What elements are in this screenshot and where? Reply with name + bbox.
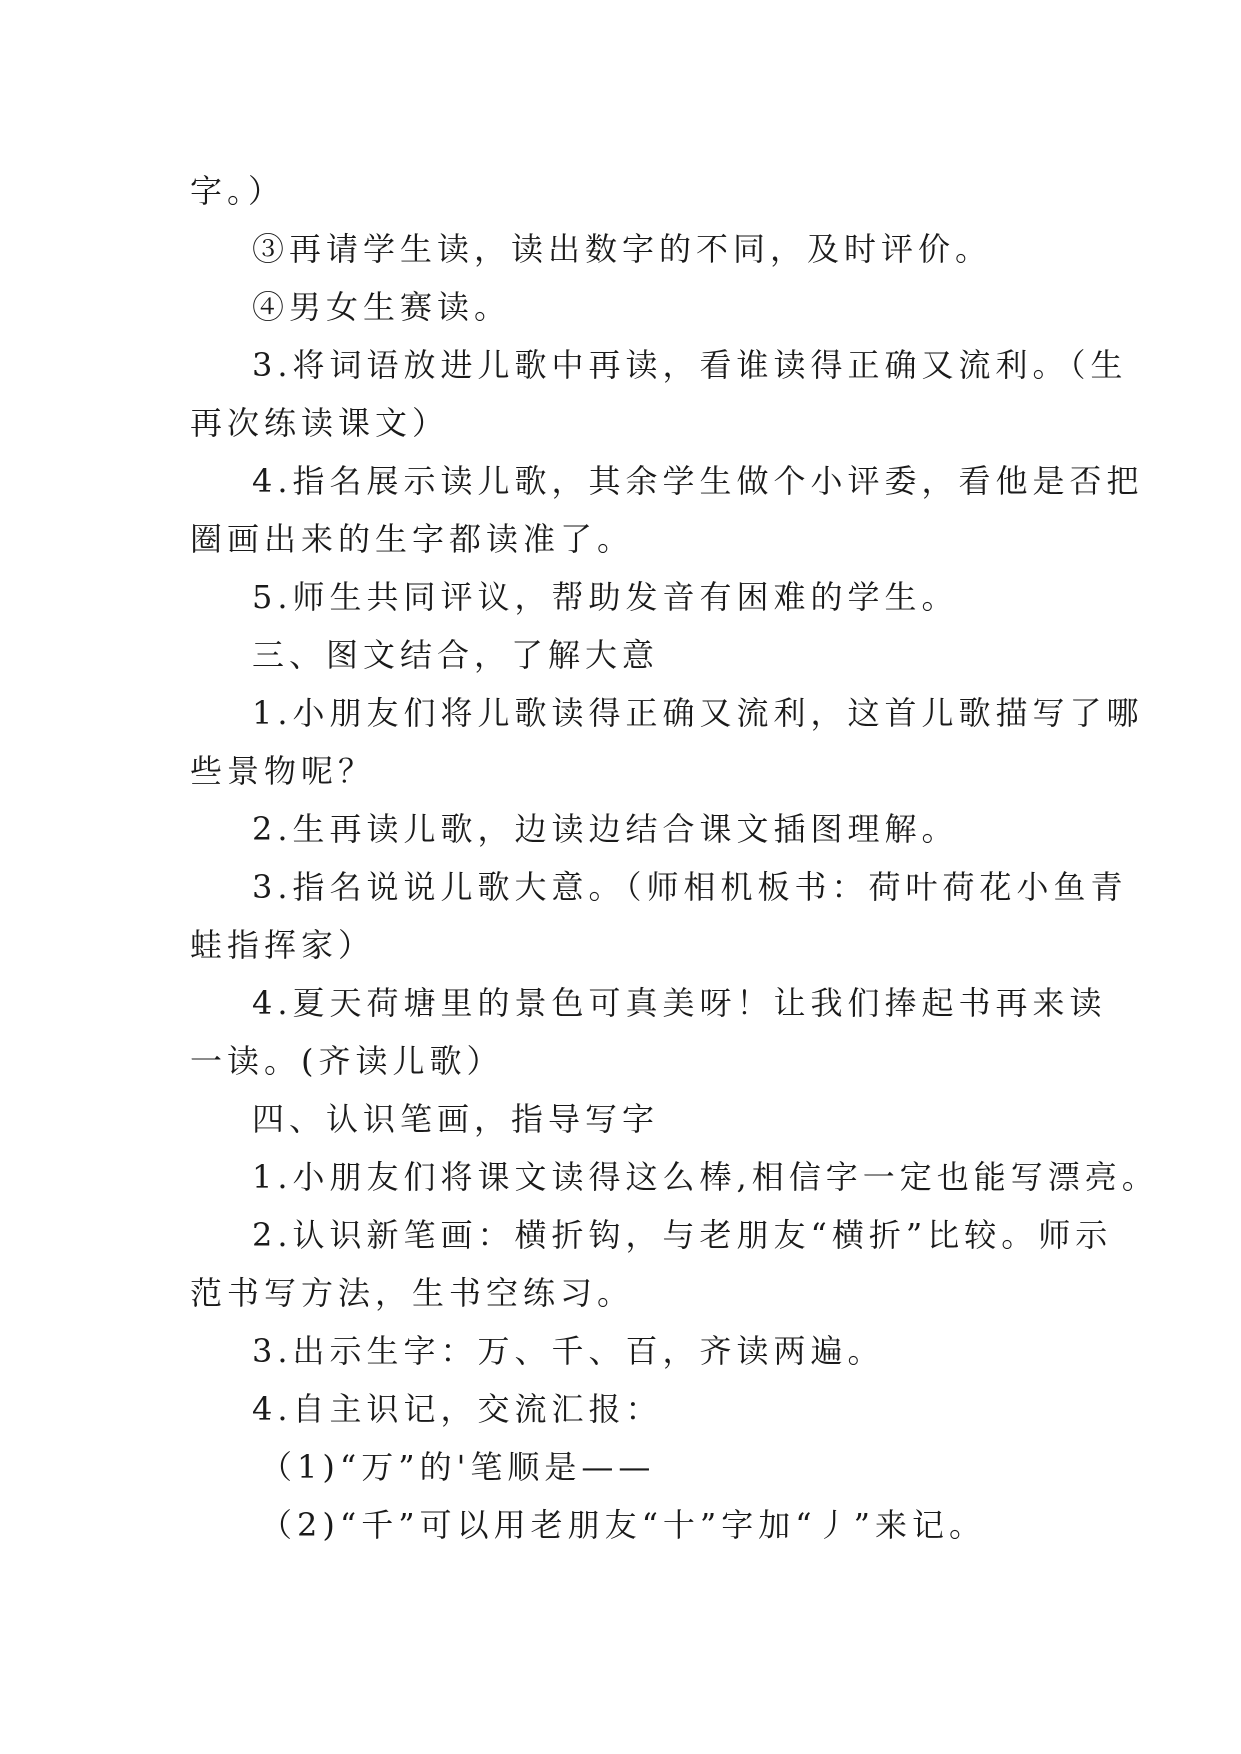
text-line: 3.将词语放进儿歌中再读，看谁读得正确又流利。（生 <box>252 346 1128 384</box>
text-line: （2)“千”可以用老朋友“十”字加“丿”来记。 <box>260 1506 987 1544</box>
text-line: 1.小朋友们将课文读得这么棒,相信字一定也能写漂亮。 <box>252 1158 1159 1196</box>
text-line: 1.小朋友们将儿歌读得正确又流利，这首儿歌描写了哪 <box>252 694 1144 732</box>
text-line: 2.认识新笔画：横折钩，与老朋友“横折”比较。师示 <box>252 1216 1113 1254</box>
text-line: 字。） <box>190 172 286 210</box>
text-line: 5.师生共同评议，帮助发音有困难的学生。 <box>252 578 959 616</box>
text-line: 再次练读课文） <box>190 404 450 442</box>
document-body <box>190 162 1159 1554</box>
text-line: 2.生再读儿歌，边读边结合课文插图理解。 <box>252 810 959 848</box>
text-line: ③再请学生读，读出数字的不同，及时评价。 <box>252 230 993 268</box>
text-line: 圈画出来的生字都读准了。 <box>190 520 635 558</box>
text-line: 3.出示生字：万、千、百，齐读两遍。 <box>252 1332 885 1370</box>
text-line: 些景物呢？ <box>190 752 376 790</box>
text-line: （1)“万”的'笔顺是—— <box>260 1448 656 1486</box>
text-line: 一读。(齐读儿歌） <box>190 1042 504 1080</box>
text-line: 4.自主识记，交流汇报： <box>252 1390 663 1428</box>
text-line: 蛙指挥家） <box>190 926 376 964</box>
text-line: ④男女生赛读。 <box>252 288 512 326</box>
text-line: 3.指名说说儿歌大意。（师相机板书：荷叶荷花小鱼青 <box>252 868 1128 906</box>
section-heading: 三、图文结合，了解大意 <box>252 636 660 674</box>
text-line: 4.夏天荷塘里的景色可真美呀！让我们捧起书再来读 <box>252 984 1107 1022</box>
text-line: 范书写方法，生书空练习。 <box>190 1274 635 1312</box>
section-heading: 四、认识笔画，指导写字 <box>252 1100 660 1138</box>
text-line: 4.指名展示读儿歌，其余学生做个小评委，看他是否把 <box>252 462 1144 500</box>
